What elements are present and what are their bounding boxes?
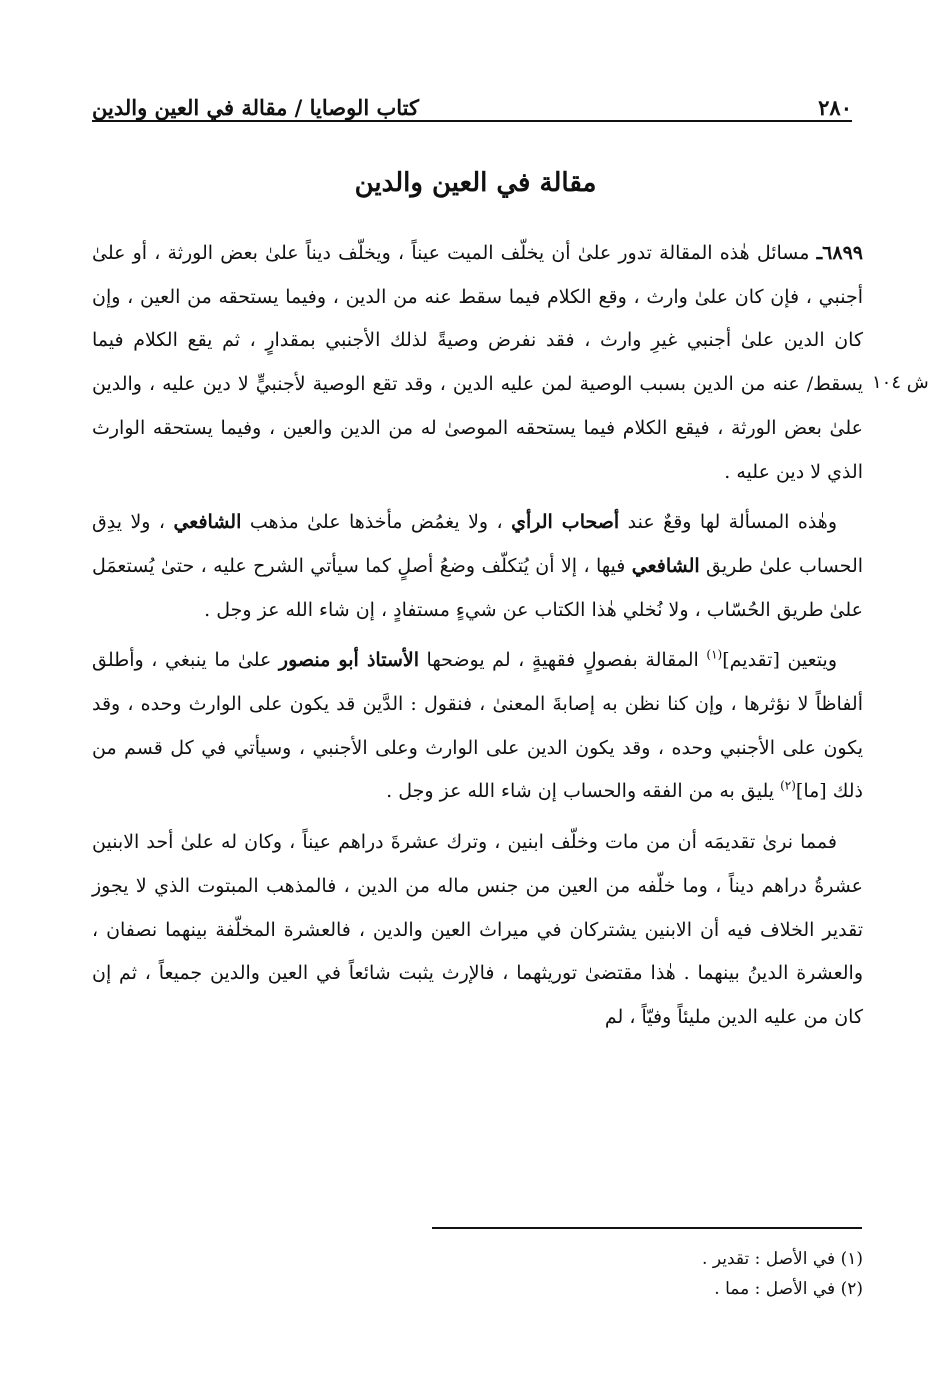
text-run: يليق به من الفقه والحساب إن شاء الله عز وجل . bbox=[386, 780, 781, 803]
footnotes bbox=[92, 1244, 863, 1304]
paragraph-3 bbox=[92, 639, 863, 814]
footnote-1: (١) في الأصل : تقدير . bbox=[702, 1249, 863, 1269]
text-run: علىٰ ما ينبغي ، وأطلق ألفاظاً لا نؤثرها ، وإن كنا نظن به إصابةَ المعنىٰ ، فنقول : الدَّين قد يكون على الوارث وحده ، وقد يكون على الأجنبي وحده ، وقد يكون الدين على الوارث وعلى الأجنبي ، وسيأتي في كل قسم من ذلك [ما] bbox=[92, 649, 863, 803]
bold-term: الأستاذ أبو منصور bbox=[278, 649, 419, 672]
paragraph-1 bbox=[92, 232, 863, 494]
issue-number: ٦٨٩٩ـ bbox=[816, 242, 863, 264]
page-number: ٢٨٠ bbox=[818, 95, 852, 120]
margin-folio-note: ش ١٠٤ bbox=[872, 372, 929, 393]
footnote-marker: (٢) bbox=[780, 779, 796, 794]
footnote-rule bbox=[432, 1227, 862, 1229]
text-run: ، ولا يغمُض مأخذها علىٰ مذهب bbox=[241, 511, 512, 534]
bold-term: الشافعي bbox=[631, 554, 700, 577]
text-run: ، ولا يدِق الحساب علىٰ طريق bbox=[92, 511, 864, 577]
paragraph-text: فمما نرىٰ تقديمَه أن من مات وخلّف ابنين ، وترك عشرةَ دراهم عيناً ، وكان له علىٰ أحد الابنين عشرةُ دراهم ديناً ، وما خلّفه من العين من جنس ماله من الدين ، فالمذهب المبتوت الذي لا يجوز تقدير الخلاف فيه أن الابنين يشتركان في ميراث العين والدين ، فالعشرة المخلّفة بينهما نصفان ، والعشرة الدينُ بينهما . هٰذا مقتضىٰ توريثهما ، فالإرث يثبت شائعاً في العين والدين جميعاً ، ثم إن كان من عليه الدين مليئاً وفيّاً ، لم bbox=[92, 831, 863, 1028]
paragraph-2 bbox=[92, 501, 863, 632]
text-run: المقالة بفصولٍ فقهيةٍ ، لم يوضحها bbox=[418, 649, 707, 672]
paragraph-4 bbox=[92, 821, 863, 1040]
text-run: ويتعين [تقديم] bbox=[722, 649, 837, 672]
main-text bbox=[92, 232, 863, 1047]
section-title: مقالة في العين والدين bbox=[354, 168, 597, 198]
text-run: وهٰذه المسألة لها وقعٌ عند bbox=[619, 511, 838, 534]
bold-term: أصحاب الرأي bbox=[511, 511, 620, 534]
footnote-2: (٢) في الأصل : مما . bbox=[714, 1279, 863, 1299]
running-header bbox=[92, 86, 852, 122]
text-run: فيها ، إلا أن يُتكلّف وضعُ أصلٍ كما سيأتي الشرح عليه ، حتىٰ يُستعمَل علىٰ طريق الحُسّاب ، ولا نُخلي هٰذا الكتاب عن شيءٍ مستفادٍ ، إن شاء الله عز وجل . bbox=[92, 554, 863, 621]
bold-term: الشافعي bbox=[173, 511, 242, 534]
footnote-marker: (١) bbox=[706, 648, 723, 662]
paragraph-text: مسائل هٰذه المقالة تدور علىٰ أن يخلّف الميت عيناً ، ويخلّف ديناً علىٰ بعض الورثة ، أو علىٰ أجنبي ، فإن كان علىٰ وارث ، وقع الكلام فيما سقط عنه من الدين ، وفيما يستحقه من العين ، وإن كان الدين علىٰ أجنبي غيرِ وارث ، فقد نفرض وصيةً لذلك الأجنبي بمقدارٍ ، ثم يقع الكلام فيما يسقط/ عنه من الدين بسبب الوصية لمن عليه الدين ، وقد تقع الوصية لأجنبيٍّ لا دين عليه ، والدين علىٰ بعض الورثة ، فيقع الكلام فيما يستحقه الموصىٰ له من الدين والعين ، وفيما يستحقه الوارث الذي لا دين عليه . bbox=[92, 242, 863, 483]
running-title: كتاب الوصايا / مقالة في العين والدين bbox=[92, 95, 419, 120]
